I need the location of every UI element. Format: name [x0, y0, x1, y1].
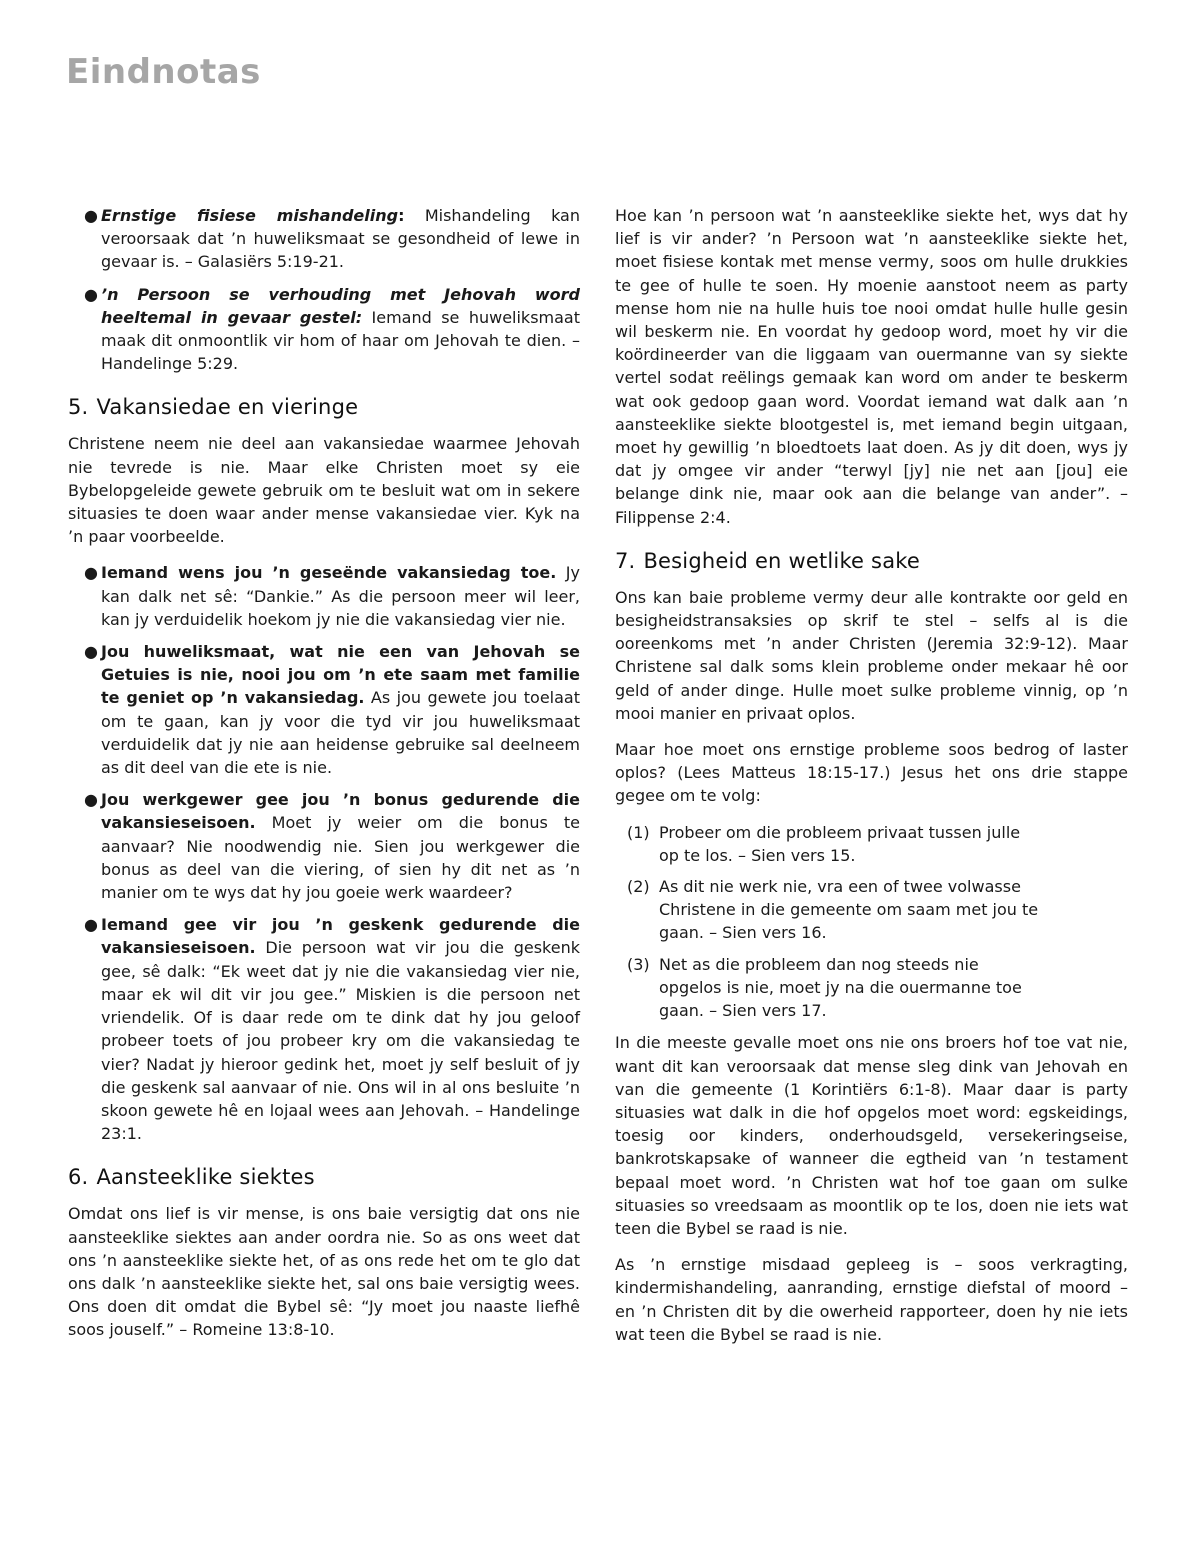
bullet-text: Jy kan dalk net sê: “Dankie.” As die persoon meer wil leer, kan jy verduidelik hoekom jy nie die vakansiedag vier nie.: [101, 563, 580, 629]
bullet-icon: ●: [84, 915, 98, 935]
bullet-lead: Iemand gee vir jou ’n geskenk gedurende die vakansieseisoen.: [101, 915, 580, 958]
bullet-text: Die persoon wat vir jou die geskenk gee, sê dalk: “Ek weet dat jy nie die vakansiedag vier nie, maar ek wil dit vir jou gee.” Miskien is die persoon net vriendelik. Of is daar rede om te dink dat hy jou geloof probeer toets of jou probeer kry om die vakansiedag te vier? Nadat jy hieroor gedink het, moet jy self besluit of jy die geskenk sal aanvaar of nie. Ons wil in al ons besluite ’n skoon gewete hê en lojaal wees aan Jehovah. – Handelinge 23:1.: [101, 938, 580, 1144]
bullet-lead: Jou werkgewer gee jou ’n bonus gedurende die vakansieseisoen.: [101, 790, 580, 833]
bullet-separator: :: [398, 206, 405, 225]
list-item: [84, 561, 580, 631]
section-paragraph: Omdat ons lief is vir mense, is ons baie versigtig dat ons nie aansteeklike siektes aan ander oordra nie. So as ons weet dat ons ’n aansteeklike siekte het, of as ons rede het om te glo dat ons dalk ’n aansteeklike siekte het, sal ons baie versigtig wees. Ons doen dit omdat die Bybel sê: “Jy moet jou naaste liefhê soos jouself.” – Romeine 13:8-10.: [68, 1204, 580, 1340]
list-item: [627, 875, 1039, 945]
section-paragraph: As ’n ernstige misdaad gepleeg is – soos verkragting, kindermishandeling, aanranding, ernstige diefstal of moord – en ’n Christen dit by die owerheid rapporteer, doen hy nie iets wat teen die Bybel se raad is nie.: [615, 1255, 1128, 1344]
section-heading-7: [615, 549, 1128, 573]
step-text: Net as die probleem dan nog steeds nie opgelos is nie, moet jy na die ouermanne toe gaan. – Sien vers 17.: [659, 954, 1022, 1021]
list-item: [84, 204, 580, 274]
section-paragraph: Maar hoe moet ons ernstige probleme soos bedrog of laster oplos? (Lees Matteus 18:15-17.) Jesus het ons drie stappe gegee om te volg:: [615, 740, 1128, 806]
list-item: [84, 913, 580, 1145]
step-number: (1): [627, 822, 650, 842]
bullet-icon: ●: [84, 206, 98, 225]
list-item: [627, 821, 1039, 867]
list-item: [627, 953, 1039, 1023]
left-column: [68, 204, 580, 1355]
section-paragraph: Ons kan baie probleme vermy deur alle kontrakte oor geld en besigheidstransaksies op skrif te stel – selfs al is die ooreenkoms met ’n ander Christen (Jeremia 32:9-12). Maar Christene sal dalk soms klein probleme onder mekaar hê oor geld of ander dinge. Hulle moet sulke probleme vinnig, op ’n mooi manier en privaat oplos.: [615, 587, 1128, 723]
section-number: 5.: [68, 395, 89, 420]
step-number: (3): [627, 954, 650, 974]
bullet-text: Moet jy weier om die bonus te aanvaar? Nie noodwendig nie. Sien jou werkgewer die bonus as deel van die viering, of sien hy dit net as ’n manier om te wys dat hy jou goeie werk waardeer?: [101, 813, 580, 903]
bullet-lead: ’n Persoon se verhouding met Jehovah word heeltemal in gevaar gestel:: [101, 284, 580, 327]
steps-list: [615, 821, 1128, 1023]
section-number: 6.: [68, 1165, 89, 1190]
bullet-icon: ●: [84, 790, 98, 810]
holiday-bullet-list: [68, 561, 580, 1145]
step-text: Probeer om die probleem privaat tussen julle op te los. – Sien vers 15.: [659, 822, 1021, 865]
bullet-icon: ●: [84, 642, 98, 662]
section-title: Aansteeklike siektes: [96, 1165, 315, 1190]
right-column: [615, 204, 1128, 1359]
section-number: 7.: [615, 548, 636, 573]
bullet-text: Iemand se huweliksmaat maak dit onmoontlik vir hom of haar om Jehovah te dien. – Handelinge 5:29.: [101, 307, 581, 374]
bullet-text: As jou gewete jou toelaat om te gaan, kan jy voor die tyd vir jou huweliksmaat verduidelik dat jy nie aan heidense gebruike sal deelneem as dit deel van die ete is nie.: [101, 688, 580, 778]
section-title: Vakansiedae en vieringe: [96, 395, 359, 420]
page-title: Eindnotas: [66, 52, 261, 92]
step-text: As dit nie werk nie, vra een of twee volwasse Christene in die gemeente om saam met jou te gaan. – Sien vers 16.: [659, 877, 1039, 943]
step-number: (2): [627, 877, 650, 897]
bullet-text: Mishandeling kan veroorsaak dat ’n huweliksmaat se gesondheid of lewe in gevaar is. – Galasiërs 5:19-21.: [101, 206, 580, 272]
list-item: [84, 788, 580, 904]
bullet-icon: ●: [84, 284, 98, 304]
bullet-lead: Iemand wens jou ’n geseënde vakansiedag toe.: [101, 563, 557, 583]
intro-bullet-list: [68, 204, 580, 375]
section-heading-5: [68, 395, 580, 419]
section-paragraph: Hoe kan ’n persoon wat ’n aansteeklike siekte het, wys dat hy lief is vir ander? ’n Persoon wat ’n aansteeklike siekte het, moet fisiese kontak met mense vermy, soos om hulle drukkies te gee of hulle te soen. Hy moenie aanstoot neem as party mense hom nie na hulle huis toe nooi omdat hulle hulle gesin wil beskerm nie. En voordat hy gedoop word, moet hy vir die koördineerder van die liggaam van ouermanne van sy siekte vertel sodat reëlings gemaak kan word om ander te beskerm wat ook gedoop gaan word. Voordat iemand wat dalk aan ’n aansteeklike siekte blootgestel is, met iemand begin uitgaan, moet hy gewillig ’n bloedtoets laat doen. As jy dit doen, wys jy dat jy omgee vir ander “terwyl [jy] nie net aan [jou] eie belange dink nie, maar ook aan die belange van ander”. – Filippense 2:4.: [615, 206, 1128, 527]
list-item: [84, 640, 580, 779]
section-paragraph: In die meeste gevalle moet ons nie ons broers hof toe vat nie, want dit kan veroorsaak dat mense sleg dink van Jehovah en van die gemeente (1 Korintiërs 6:1-8). Maar daar is party situasies wat dalk in die hof opgelos moet word: egskeidings, toesig oor kinders, onderhoudsgeld, versekeringseise, bankrotskapsake of wanneer die egtheid van ’n testament bepaal moet word. ’n Christen wat hof toe gaan om sulke situasies so vreedsaam as moontlik op te los, doen nie iets wat teen die Bybel se raad is nie.: [615, 1033, 1128, 1238]
section-title: Besigheid en wetlike sake: [643, 548, 920, 573]
bullet-lead: Jou huweliksmaat, wat nie een van Jehovah se Getuies is nie, nooi jou om ’n ete saam met familie te geniet op ’n vakansiedag.: [101, 642, 580, 708]
bullet-icon: ●: [84, 563, 98, 583]
list-item: [84, 283, 580, 376]
section-heading-6: [68, 1165, 580, 1189]
section-paragraph: Christene neem nie deel aan vakansiedae waarmee Jehovah nie tevrede is nie. Maar elke Christen moet sy eie Bybelopgeleide gewete gebruik om te besluit wat om in sekere situasies te doen waar ander mense vakansiedae vier. Kyk na ’n paar voorbeelde.: [68, 434, 580, 547]
bullet-lead: Ernstige fisiese mishandeling: [101, 206, 399, 225]
